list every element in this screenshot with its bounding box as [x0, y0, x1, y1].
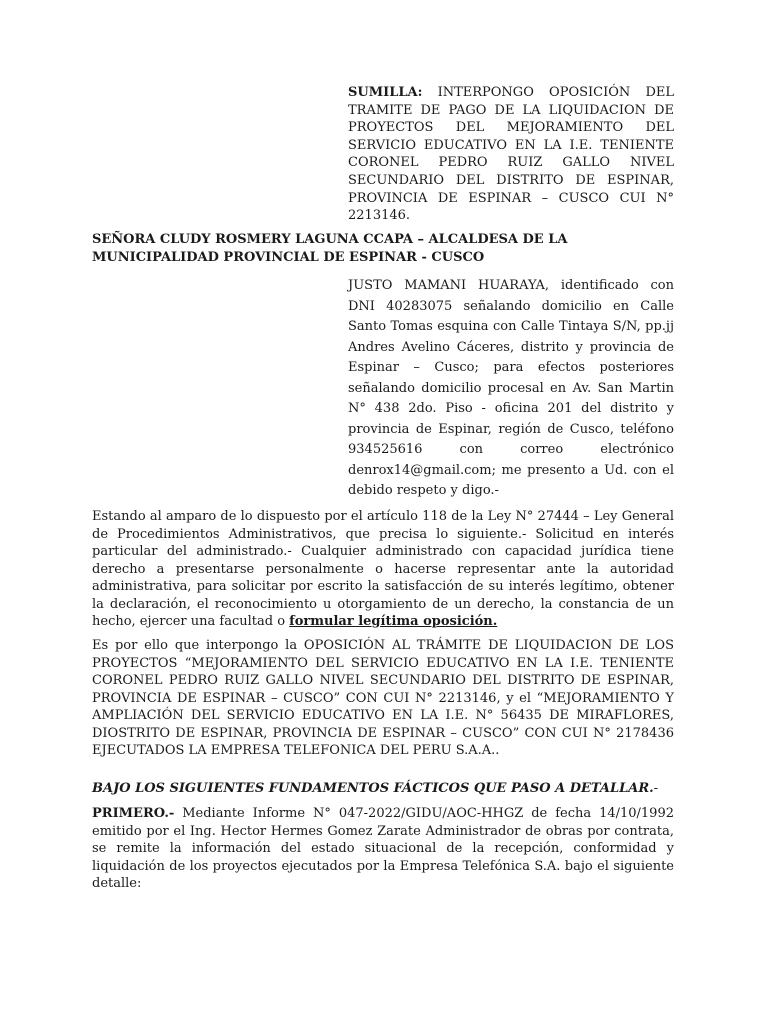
legal-basis-emphasis: formular legítima oposición.: [289, 614, 498, 629]
sumilla-text: INTERPONGO OPOSICIÓN DEL TRAMITE DE PAGO DE LA LIQUIDACION DE PROYECTOS DEL MEJORAMIENTO DEL SERVICIO EDUCATIVO EN LA I.E. TENIENTE CORONEL PEDRO RUIZ GALLO NIVEL SECUNDARIO DEL DISTRITO DE ESPINAR, PROVINCIA DE ESPINAR – CUSCO CUI N° 2213146.: [348, 85, 674, 224]
opposition-paragraph: Es por ello que interpongo la OPOSICIÓN AL TRÁMITE DE LIQUIDACION DE LOS PROYECTOS “MEJORAMIENTO DEL SERVICIO EDUCATIVO EN LA I.E. TENIENTE CORONEL PEDRO RUIZ GALLO NIVEL SECUNDARIO DEL DISTRITO DE ESPINAR, PROVINCIA DE ESPINAR – CUSCO” CON CUI N° 2213146, y el “MEJORAMIENTO Y AMPLIACIÓN DEL SERVICIO EDUCATIVO EN LA I.E. N° 56435 DE MIRAFLORES, DIOSTRITO DE ESPINAR, PROVINCIA DE ESPINAR – CUSCO” CON CUI N° 2178436 EJECUTADOS LA EMPRESA TELEFONICA DEL PERU S.A.A..: [92, 638, 674, 758]
legal-basis-text: Estando al amparo de lo dispuesto por el artículo 118 de la Ley N° 27444 – Ley General de Procedimientos Administrativos, que precisa lo siguiente.- Solicitud en interés particular del administrado.- Cualquier administrado con capacidad jurídica tiene derecho a presentarse personalmente o hacerse representar ante la autoridad administrativa, para solicitar por escrito la satisfacción de su interés legítimo, obtener la declaración, el reconocimiento u otorgamiento de un derecho, la constancia de un hecho, ejercer una facultad o: [92, 509, 674, 629]
legal-basis-paragraph: [92, 508, 674, 631]
sumilla-label: SUMILLA:: [348, 85, 423, 100]
first-fact-label: PRIMERO.-: [92, 806, 175, 821]
facts-heading-text: BAJO LOS SIGUIENTES FUNDAMENTOS FÁCTICOS QUE PASO A DETALLAR.: [92, 781, 654, 796]
sumilla-block: [348, 84, 674, 225]
facts-heading-suffix: -: [653, 781, 659, 796]
addressee: SEÑORA CLUDY ROSMERY LAGUNA CCAPA – ALCALDESA DE LA MUNICIPALIDAD PROVINCIAL DE ESPINAR - CUSCO: [92, 232, 568, 265]
facts-heading: [92, 780, 674, 798]
petitioner-identification: JUSTO MAMANI HUARAYA, identificado con DNI 40283075 señalando domicilio en Calle Santo Tomas esquina con Calle Tintaya S/N, pp.jj Andres Avelino Cáceres, distrito y provincia de Espinar – Cusco; para efectos posteriores señalando domicilio procesal en Av. San Martin N° 438 2do. Piso - oficina 201 del distrito y provincia de Espinar, región de Cusco, teléfono 934525616 con correo electrónico denrox14@gmail.com; me presento a Ud. con el debido respeto y digo.-: [348, 278, 674, 498]
first-fact-text: Mediante Informe N° 047-2022/GIDU/AOC-HHGZ de fecha 14/10/1992 emitido por el Ing. Hector Hermes Gomez Zarate Administrador de obras por contrata, se remite la información del estado situacional de la recepción, conformidad y liquidación de los proyectos ejecutados por la Empresa Telefónica S.A. bajo el siguiente detalle:: [92, 806, 674, 891]
first-fact-paragraph: [92, 805, 674, 893]
